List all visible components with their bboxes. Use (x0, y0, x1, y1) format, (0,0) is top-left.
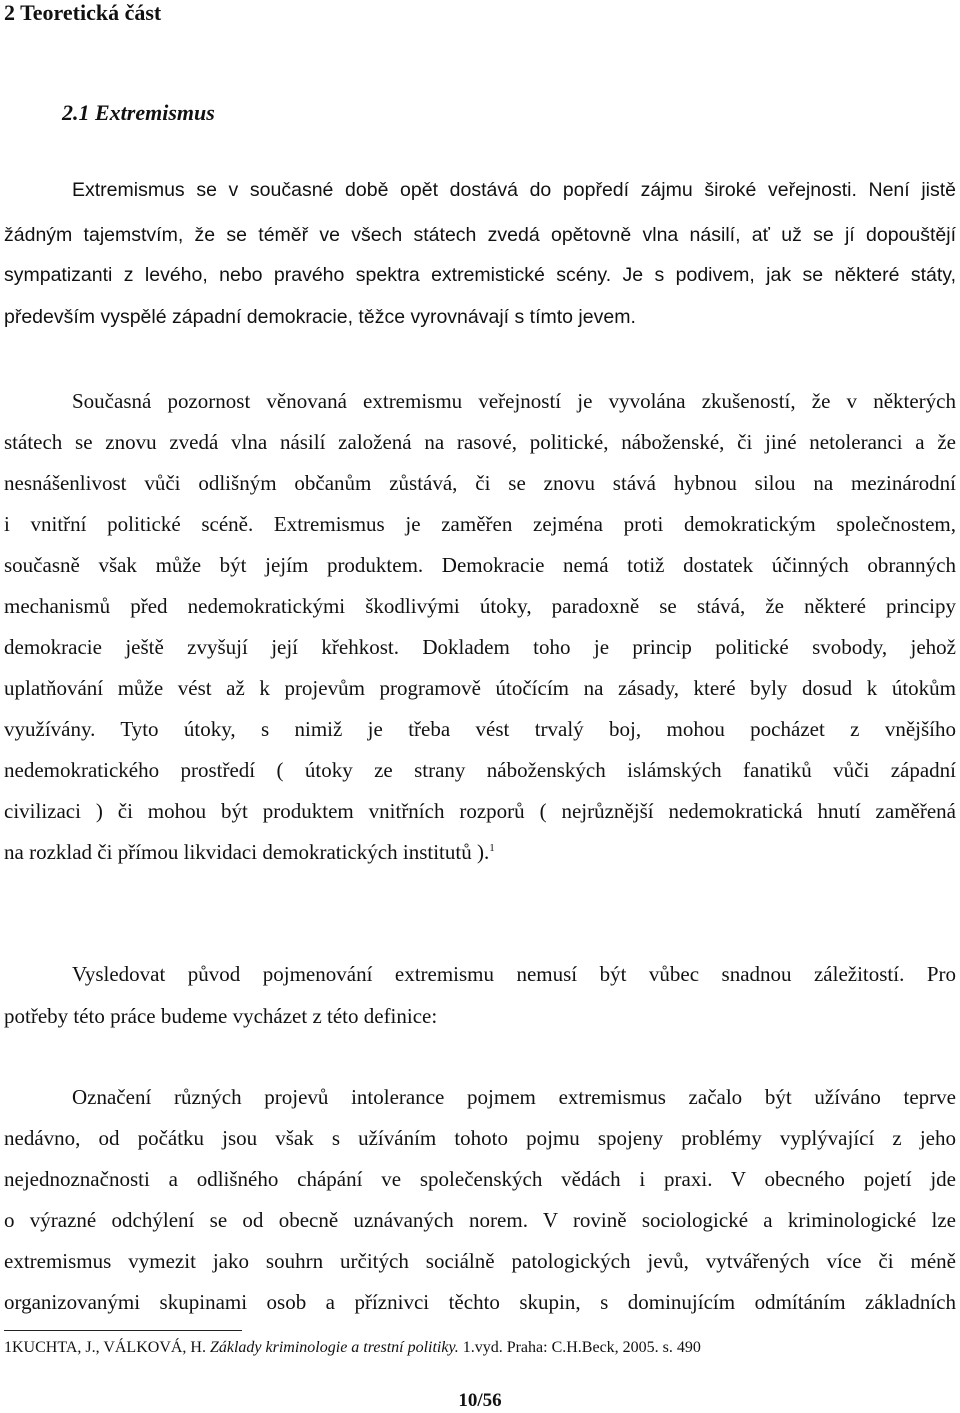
footnote-authors: 1KUCHTA, J., VÁLKOVÁ, H. (4, 1339, 210, 1356)
text-line: státech se znovu zvedá vlna násilí založená na rasové, politické, náboženské, či jiné netoleranci a že (4, 430, 956, 454)
footnote-reference[interactable]: 1 (489, 842, 495, 854)
chapter-heading: 2 Teoretická část (4, 0, 162, 25)
text-line: extremismus vymezit jako souhrn určitých sociálně patologických jevů, vytvářených více či méně (4, 1249, 956, 1273)
text-line-content: na rozklad či přímou likvidaci demokratických institutů ). (4, 840, 490, 864)
text-line: Současná pozornost věnovaná extremismu veřejností je vyvolána zkušeností, že v některých (72, 389, 956, 413)
text-line: mechanismů před nedemokratickými škodlivými útoky, paradoxně se stává, že některé principy (4, 594, 956, 618)
text-line: potřeby této práce budeme vycházet z této definice: (4, 1004, 438, 1028)
page-number: 10/56 (458, 1390, 502, 1411)
text-line: i vnitřní politické scéně. Extremismus je zaměřen zejména proti demokratickým společnostem, (4, 512, 956, 536)
text-line: nedemokratického prostředí ( útoky ze strany náboženských islámských fanatiků vůči západní (4, 758, 956, 782)
text-line: nejednoznačnosti a odlišného chápání ve společenských vědách i praxi. V obecného pojetí jde (4, 1167, 956, 1191)
footnote-publication: 1.vyd. Praha: C.H.Beck, 2005. s. 490 (458, 1339, 701, 1356)
text-line: současně však může být jejím produktem. Demokracie nemá totiž dostatek účinných obranných (4, 553, 956, 577)
text-line: Vysledovat původ pojmenování extremismu nemusí být vůbec snadnou záležitostí. Pro (72, 962, 956, 986)
text-line (4, 839, 956, 865)
text-line: využívány. Tyto útoky, s nimiž je třeba vést trvalý boj, mohou pocházet z vnějšího (4, 717, 956, 741)
text-line: především vyspělé západní demokracie, těžce vyrovnávají s tímto jevem. (4, 306, 636, 328)
text-line: demokracie ještě zvyšují její křehkost. Dokladem toho je princip politické svobody, jehož (4, 635, 956, 659)
text-line: o výrazné odchýlení se od obecně uznávaných norem. V rovině sociologické a kriminologické lze (4, 1208, 956, 1232)
text-line: Označení různých projevů intolerance pojmem extremismus začalo být užíváno teprve (72, 1085, 956, 1109)
section-heading: 2.1 Extremismus (62, 100, 215, 125)
text-line: sympatizanti z levého, nebo pravého spektra extremistické scény. Je s podivem, jak se některé státy, (4, 264, 956, 286)
text-line: Extremismus se v současné době opět dostává do popředí zájmu široké veřejnosti. Není jistě (72, 179, 956, 201)
footnote-divider (4, 1330, 242, 1331)
text-line: žádným tajemstvím, že se téměř ve všech státech zvedá opětovně vlna násilí, ať už se jí dopouštějí (4, 224, 956, 246)
text-line: nesnášenlivost vůči odlišným občanům zůstává, či se znovu stává hybnou silou na mezinárodní (4, 471, 956, 495)
text-line: civilizaci ) či mohou být produktem vnitřních rozporů ( nejrůznější nedemokratická hnutí zaměřená (4, 799, 956, 823)
text-line: nedávno, od počátku jsou však s užíváním tohoto pojmu spojeny problémy vyplývající z jeho (4, 1126, 956, 1150)
footnote (4, 1338, 701, 1358)
text-line: organizovanými skupinami osob a příznivci těchto skupin, s dominujícím odmítáním základních (4, 1290, 956, 1314)
footnote-title: Základy kriminologie a trestní politiky. (209, 1339, 459, 1356)
text-line: uplatňování může vést až k projevům programově útočícím na zásady, které byly dosud k útokům (4, 676, 956, 700)
